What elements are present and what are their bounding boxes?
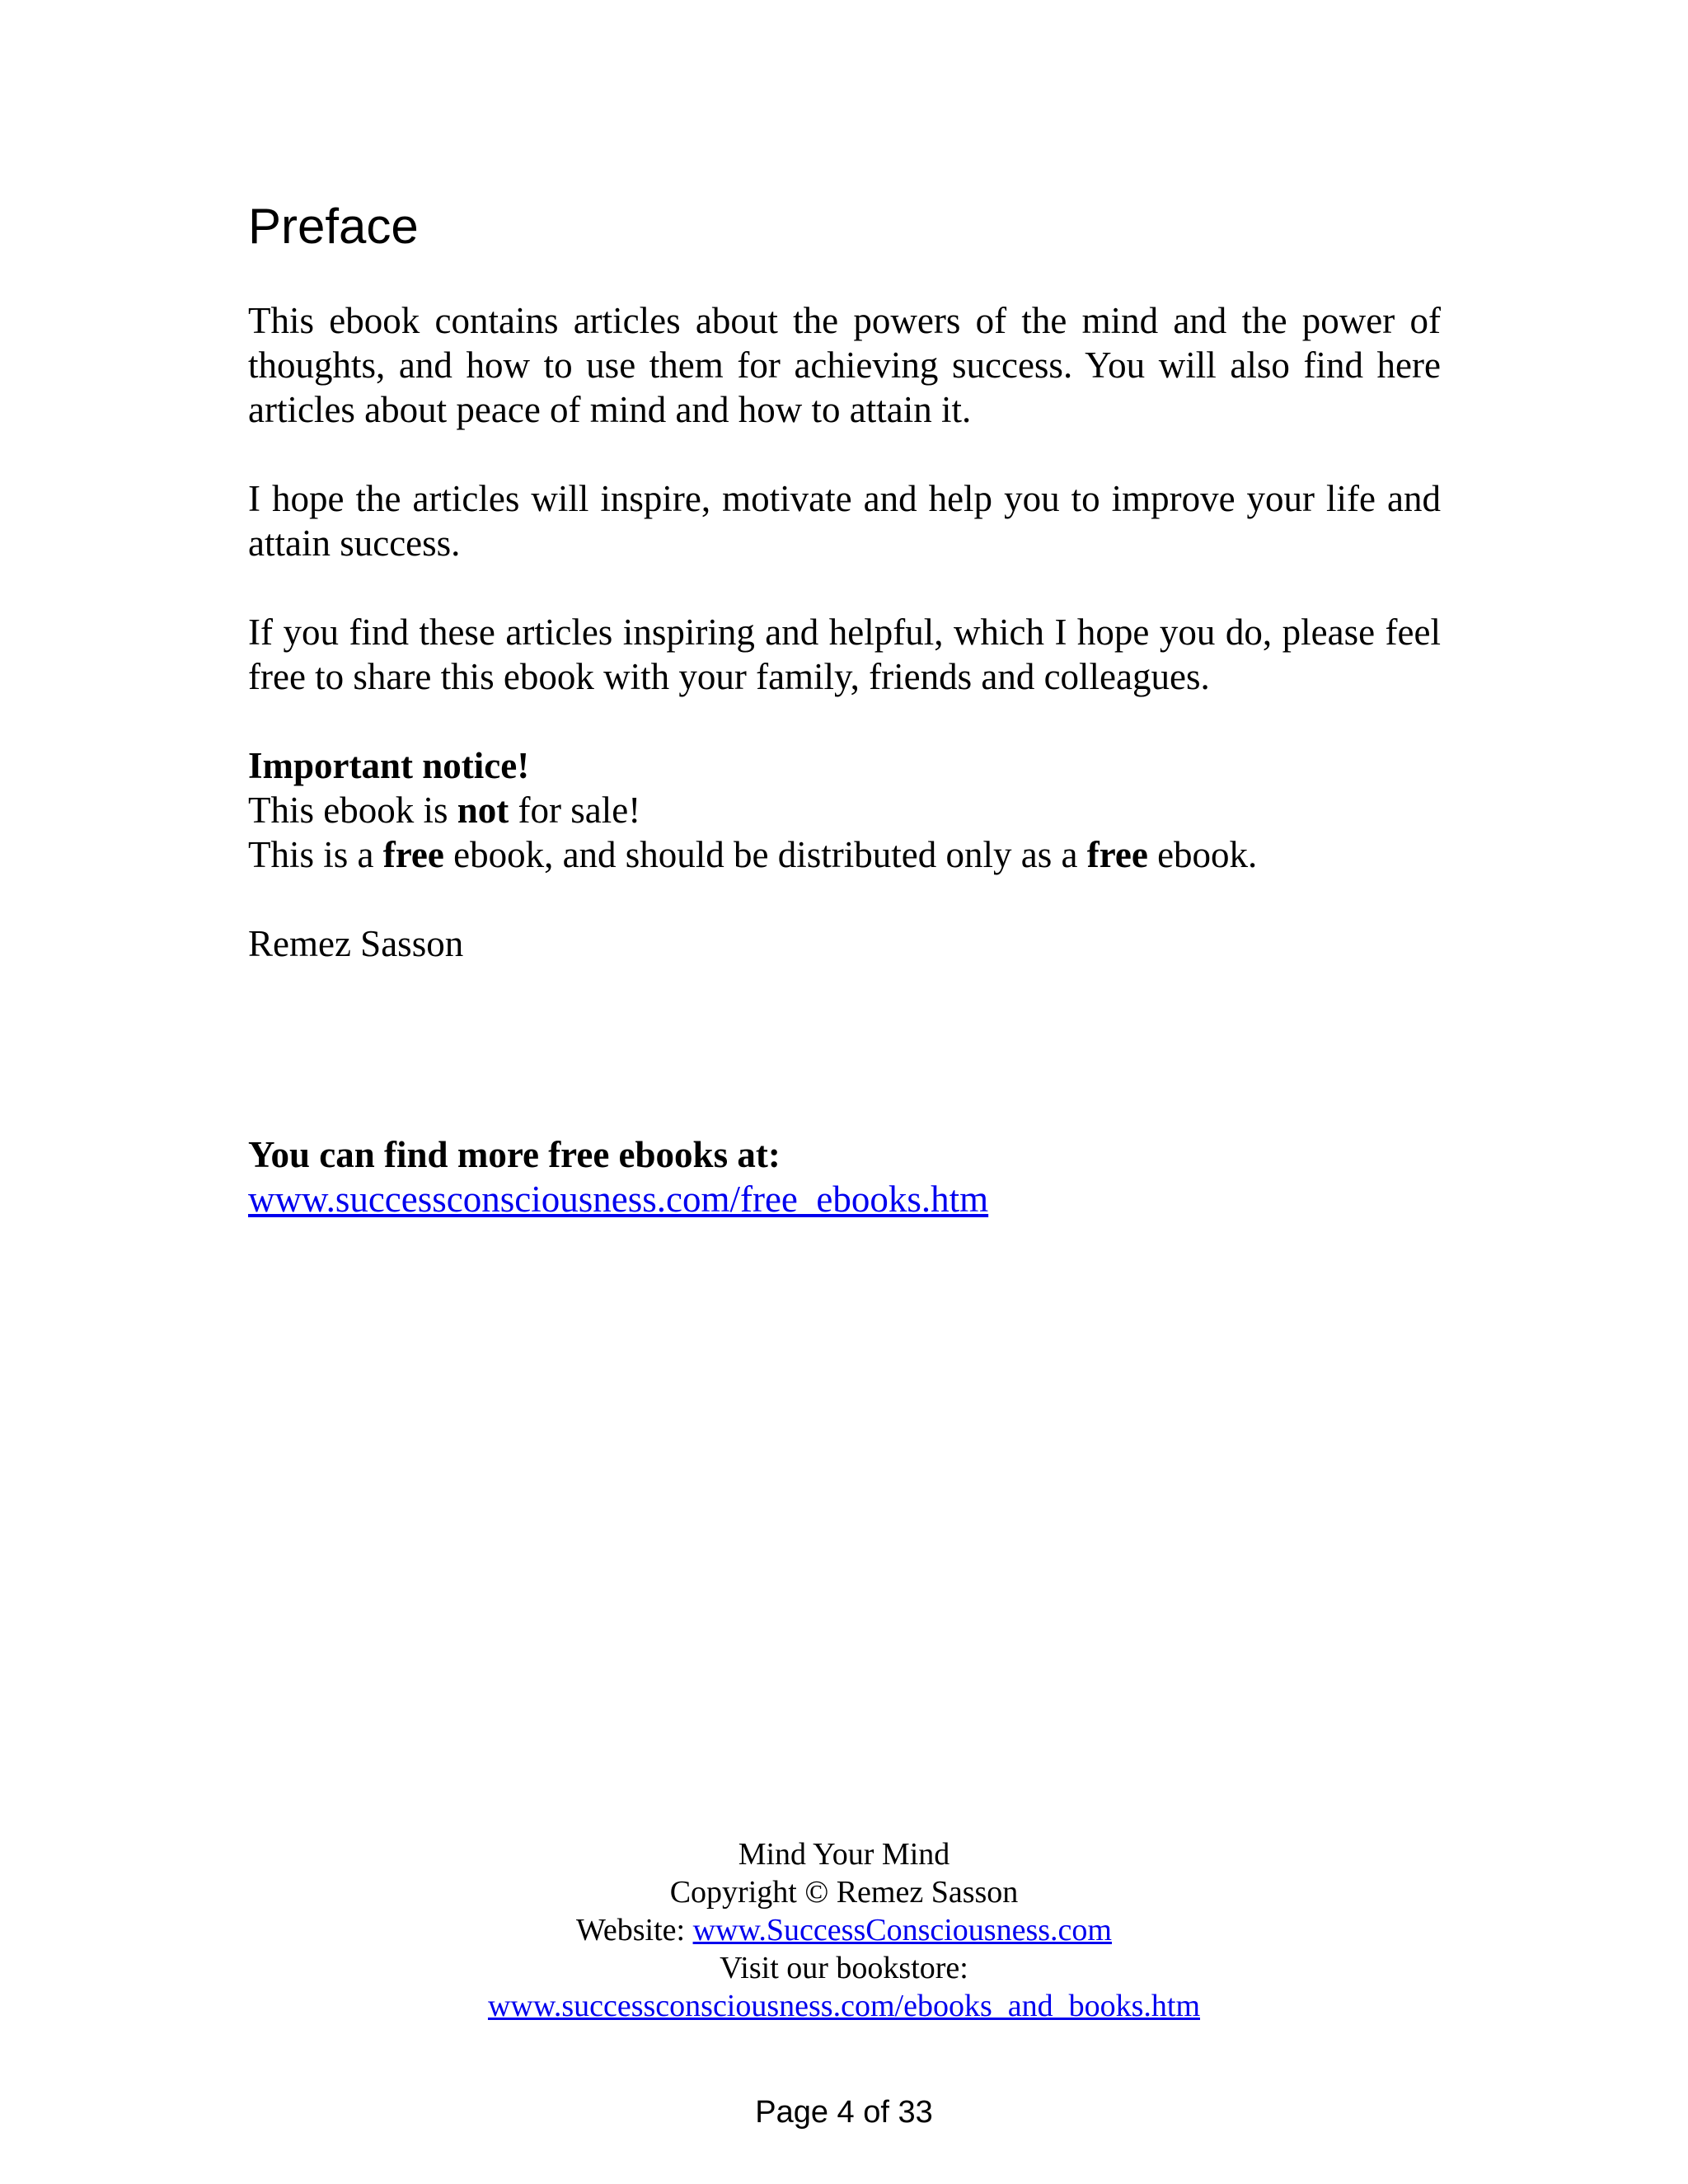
notice-emphasis: free <box>1086 834 1148 875</box>
page-footer <box>0 1835 1688 2025</box>
notice-text: This ebook is <box>248 790 457 831</box>
notice-emphasis: free <box>382 834 444 875</box>
more-ebooks <box>248 1132 1441 1221</box>
notice-text: for sale! <box>509 790 641 831</box>
author-name: Remez Sasson <box>248 923 464 964</box>
footer-bookstore <box>0 1987 1688 2025</box>
free-ebooks-link[interactable]: www.successconsciousness.com/free_ebooks.htm <box>248 1179 989 1220</box>
bookstore-link[interactable]: www.successconsciousness.com/ebooks_and_books.htm <box>487 1989 1201 2023</box>
preface-paragraph-2: I hope the articles will inspire, motivate and help you to improve your life and attain success. <box>248 478 1441 564</box>
footer-bookstore-label: Visit our bookstore: <box>720 1951 968 1985</box>
notice-text: ebook. <box>1147 834 1258 875</box>
footer-copyright: Copyright © Remez Sasson <box>669 1875 1019 1910</box>
footer-book-title: Mind Your Mind <box>738 1837 950 1872</box>
more-ebooks-heading: You can find more free ebooks at: <box>248 1134 781 1175</box>
notice-emphasis: not <box>457 790 509 831</box>
footer-website <box>0 1911 1688 1949</box>
preface-paragraph-3: If you find these articles inspiring and helpful, which I hope you do, please feel free to share this ebook with your family, friends and colleagues. <box>248 612 1441 697</box>
notice-text: This is a <box>248 834 383 875</box>
notice-line-free-ebook <box>248 832 1441 877</box>
website-link[interactable]: www.SuccessConsciousness.com <box>692 1913 1112 1947</box>
preface-paragraph-1: This ebook contains articles about the powers of the mind and the power of thoughts, and how to use them for achieving success. You will also find here articles about peace of mind and how to attain it. <box>248 300 1441 430</box>
notice-line-not-for-sale <box>248 788 1441 832</box>
page-number: Page 4 of 33 <box>755 2095 933 2130</box>
page-title: Preface <box>248 199 419 254</box>
footer-website-label: Website: <box>576 1913 693 1947</box>
notice-text: ebook, and should be distributed only as a <box>443 834 1087 875</box>
important-notice <box>248 743 1441 877</box>
notice-heading: Important notice! <box>248 745 530 786</box>
